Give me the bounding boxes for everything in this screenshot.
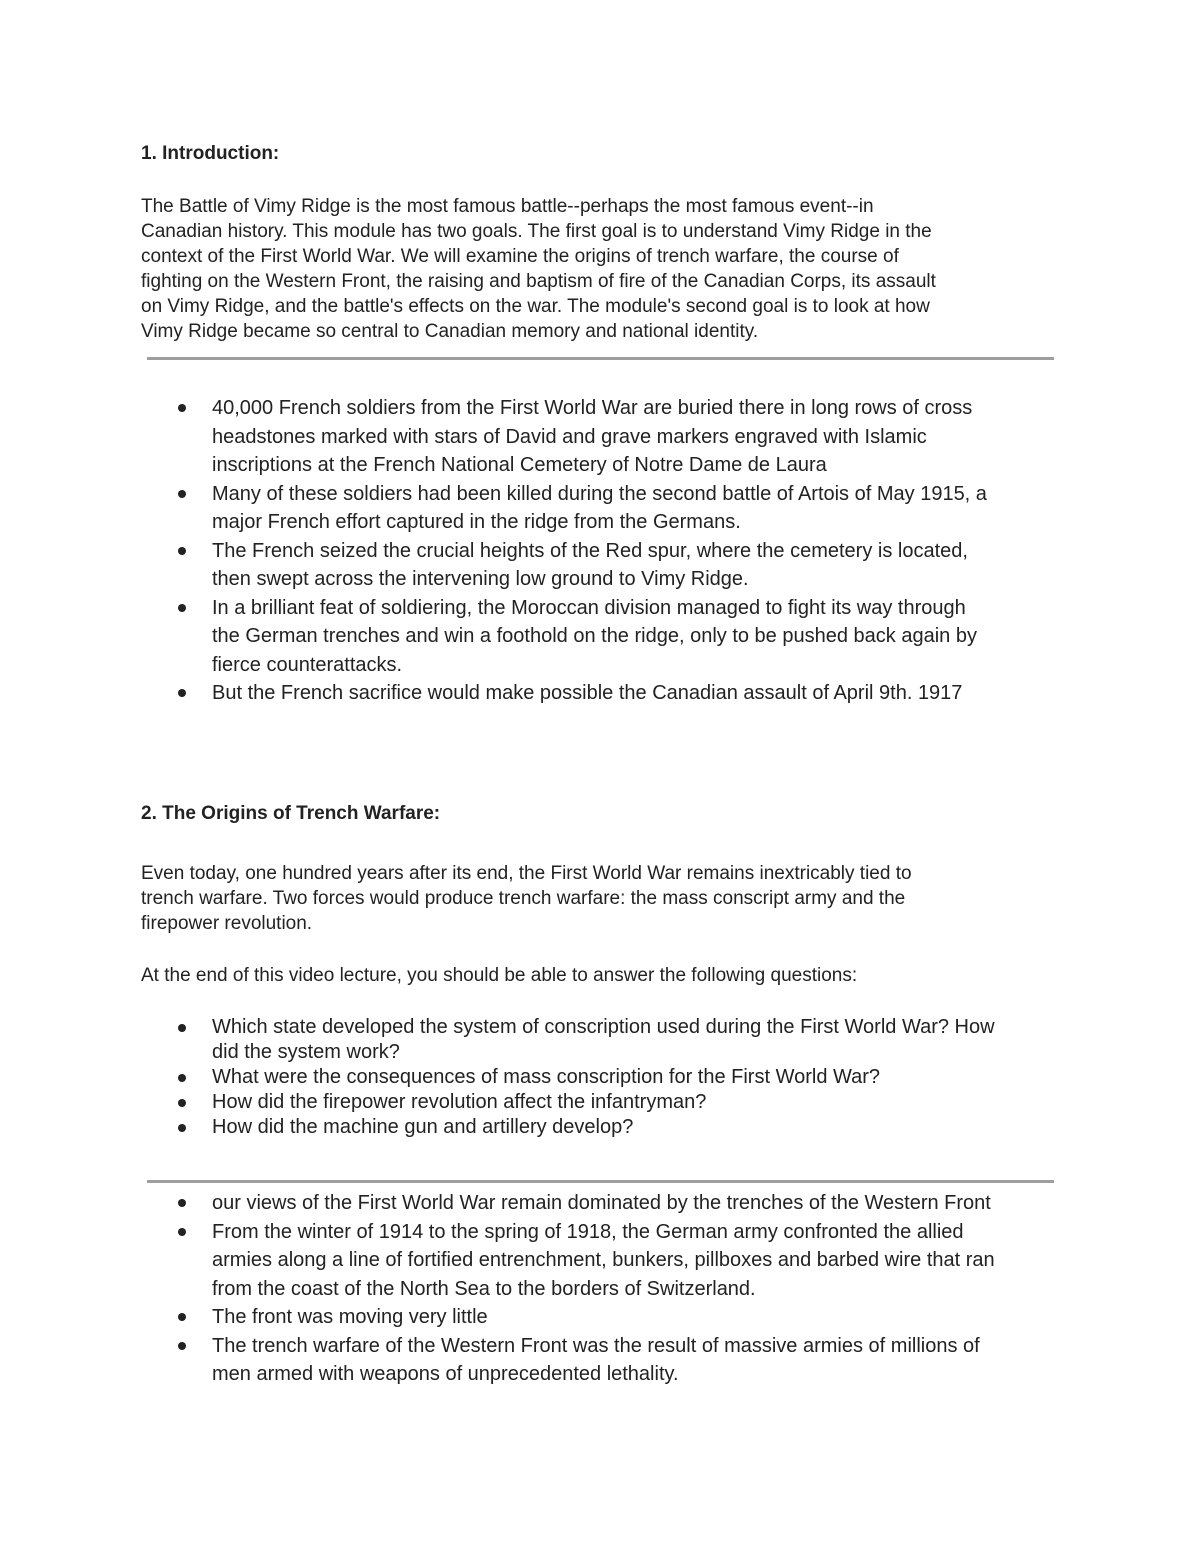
bullet-icon <box>178 604 186 612</box>
bullet-icon <box>178 547 186 555</box>
section-1-intro-paragraph <box>141 194 1061 344</box>
paragraph-line: on Vimy Ridge, and the battle's effects on the war. The module's second goal is to look at how <box>141 296 930 317</box>
bullet-icon <box>178 1024 186 1032</box>
list-item-line: then swept across the intervening low ground to Vimy Ridge. <box>212 568 749 590</box>
questions-intro: At the end of this video lecture, you should be able to answer the following questions: <box>141 965 858 986</box>
paragraph-line: fighting on the Western Front, the raising and baptism of fire of the Canadian Corps, its assault <box>141 271 936 292</box>
list-item <box>0 394 1200 480</box>
list-item-line: How did the machine gun and artillery develop? <box>212 1116 634 1138</box>
list-item-line: The French seized the crucial heights of the Red spur, where the cemetery is located, <box>212 539 968 562</box>
list-item <box>0 1332 1200 1389</box>
list-item <box>0 1115 1200 1140</box>
paragraph-line: context of the First World War. We will examine the origins of trench warfare, the course of <box>141 246 899 267</box>
bullet-icon <box>178 1228 186 1236</box>
questions-list <box>0 1015 1200 1140</box>
horizontal-divider <box>147 1180 1054 1183</box>
list-item <box>0 1090 1200 1115</box>
list-item-line: 40,000 French soldiers from the First World War are buried there in long rows of cross <box>212 397 973 419</box>
list-item <box>0 537 1200 594</box>
list-item <box>0 1303 1200 1332</box>
paragraph-line: Canadian history. This module has two goals. The first goal is to understand Vimy Ridge in the <box>141 221 932 242</box>
list-item-line: major French effort captured in the ridge from the Germans. <box>212 511 741 533</box>
list-item-line: In a brilliant feat of soldiering, the Moroccan division managed to fight its way through <box>212 596 966 619</box>
section-1-heading: 1. Introduction: <box>141 143 280 164</box>
list-item <box>0 480 1200 537</box>
list-item-line: fierce counterattacks. <box>212 653 403 676</box>
list-item-line: From the winter of 1914 to the spring of 1918, the German army confronted the allied <box>212 1220 964 1243</box>
list-item-line: did the system work? <box>212 1041 400 1063</box>
bullet-icon <box>178 1124 186 1132</box>
bullet-icon <box>178 1313 186 1321</box>
section-2-intro-paragraph <box>141 861 1061 936</box>
bullet-icon <box>178 1199 186 1207</box>
list-item-line: men armed with weapons of unprecedented lethality. <box>212 1363 679 1385</box>
paragraph-line: firepower revolution. <box>141 913 313 934</box>
paragraph-line: trench warfare. Two forces would produce trench warfare: the mass conscript army and the <box>141 888 906 909</box>
list-item <box>0 1065 1200 1090</box>
list-item-line: But the French sacrifice would make possible the Canadian assault of April 9th. 1917 <box>212 682 963 704</box>
list-item-line: from the coast of the North Sea to the borders of Switzerland. <box>212 1277 756 1300</box>
section-2-bullet-list <box>0 1189 1200 1389</box>
paragraph-line: Vimy Ridge became so central to Canadian memory and national identity. <box>141 321 759 342</box>
list-item-line: What were the consequences of mass conscription for the First World War? <box>212 1066 881 1088</box>
bullet-icon <box>178 1342 186 1350</box>
horizontal-divider <box>147 357 1054 360</box>
bullet-icon <box>178 1099 186 1107</box>
list-item-line: our views of the First World War remain dominated by the trenches of the Western Front <box>212 1192 991 1214</box>
list-item <box>0 1218 1200 1304</box>
list-item-line: How did the firepower revolution affect the infantryman? <box>212 1091 707 1113</box>
list-item <box>0 1189 1200 1218</box>
list-item-line: the German trenches and win a foothold on the ridge, only to be pushed back again by <box>212 625 977 647</box>
section-1-bullet-list <box>0 394 1200 708</box>
list-item-line: The front was moving very little <box>212 1306 488 1328</box>
bullet-icon <box>178 1074 186 1082</box>
paragraph-line: Even today, one hundred years after its end, the First World War remains inextricably tied to <box>141 863 912 884</box>
list-item-line: Many of these soldiers had been killed during the second battle of Artois of May 1915, a <box>212 482 987 505</box>
list-item <box>0 679 1200 708</box>
list-item-line: inscriptions at the French National Cemetery of Notre Dame de Laura <box>212 454 827 476</box>
section-2-heading: 2. The Origins of Trench Warfare: <box>141 803 441 824</box>
list-item-line: Which state developed the system of conscription used during the First World War? How <box>212 1016 995 1038</box>
paragraph-line: The Battle of Vimy Ridge is the most famous battle--perhaps the most famous event--in <box>141 196 874 217</box>
list-item <box>0 594 1200 680</box>
bullet-icon <box>178 404 186 412</box>
bullet-icon <box>178 689 186 697</box>
bullet-icon <box>178 490 186 498</box>
list-item-line: The trench warfare of the Western Front was the result of massive armies of millions of <box>212 1334 980 1357</box>
list-item-line: armies along a line of fortified entrenchment, bunkers, pillboxes and barbed wire that ran <box>212 1249 995 1271</box>
list-item <box>0 1015 1200 1065</box>
list-item-line: headstones marked with stars of David and grave markers engraved with Islamic <box>212 425 927 448</box>
